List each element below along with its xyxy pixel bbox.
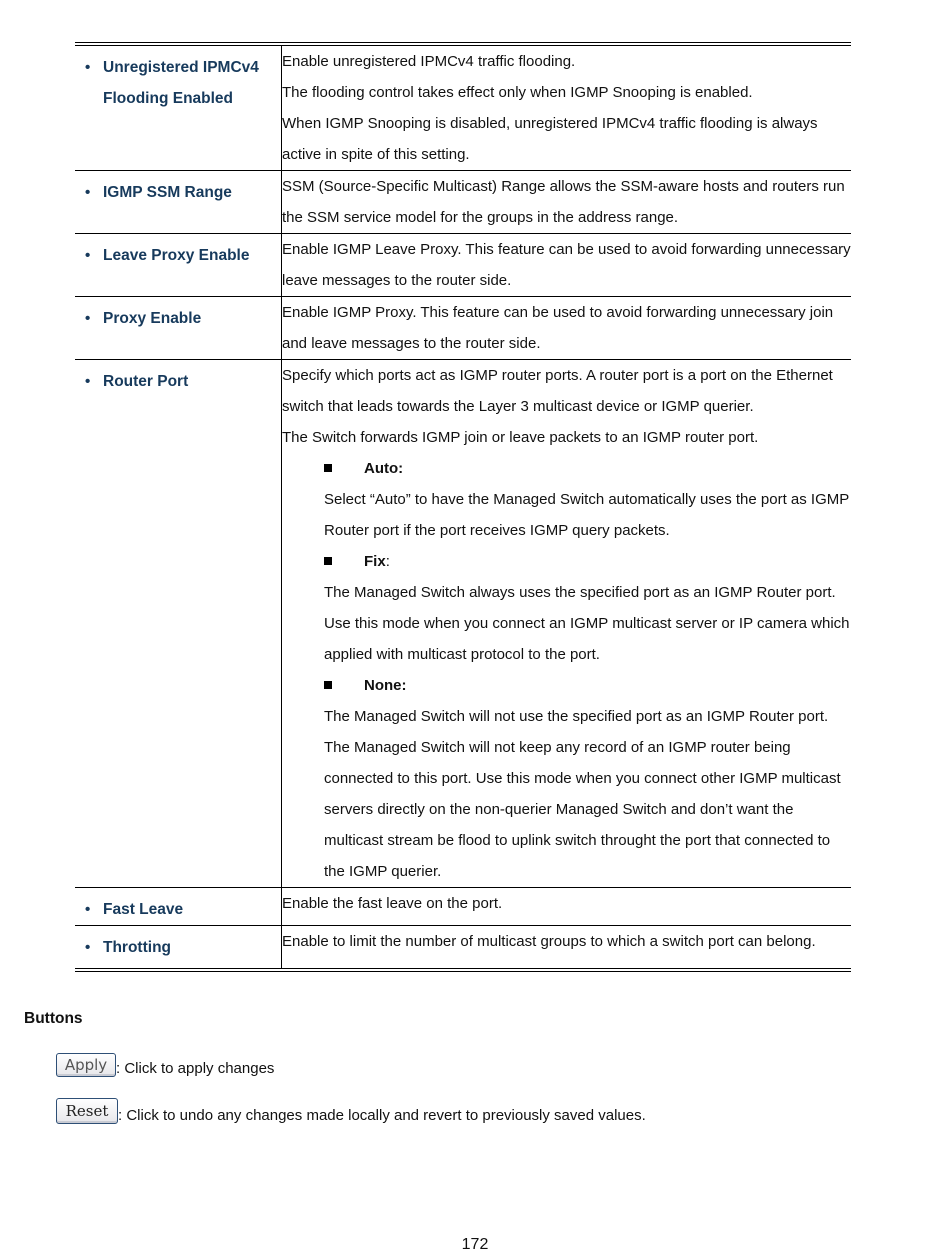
description-text: When IGMP Snooping is disabled, unregistered IPMCv4 traffic flooding is always active in spite of this setting. xyxy=(282,115,818,163)
description-text: Enable the fast leave on the port. xyxy=(282,895,503,912)
buttons-section-title: Buttons xyxy=(24,1010,83,1027)
table-row xyxy=(75,171,851,234)
term-label: Unregistered IPMCv4 xyxy=(103,59,259,76)
term-label: Flooding Enabled xyxy=(103,90,234,107)
option-fix: Fix: The Managed Switch always uses the specified port as an IGMP Router port. Use this mode when you connect an IGMP multicast server or IP camera which applied with multicast protocol to the port. xyxy=(324,546,851,670)
bullet-icon: • xyxy=(85,247,91,264)
option-auto xyxy=(324,453,851,546)
table-row xyxy=(75,44,851,171)
page-number: 172 xyxy=(461,1236,489,1253)
bullet-icon: • xyxy=(85,901,91,918)
description-text: Enable unregistered IPMCv4 traffic flooding. xyxy=(282,53,576,70)
table-row xyxy=(75,888,851,926)
reset-button-line xyxy=(56,1098,646,1124)
bullet-icon: • xyxy=(85,310,91,327)
table-row xyxy=(75,297,851,360)
description-text: Specify which ports act as IGMP router ports. A router port is a port on the Ethernet switch that leads towards the Layer 3 multicast device or IGMP querier. xyxy=(282,367,833,415)
reset-button[interactable]: Reset xyxy=(56,1098,118,1124)
apply-button-line xyxy=(56,1053,274,1077)
square-bullet-icon xyxy=(324,681,332,689)
term-label: Throtting xyxy=(103,939,172,956)
square-bullet-icon xyxy=(324,557,332,565)
term-label: Leave Proxy Enable xyxy=(103,247,250,264)
description-text: SSM (Source-Specific Multicast) Range allows the SSM-aware hosts and routers run the SSM service model for the groups in the address range. xyxy=(282,178,845,226)
term-label: Router Port xyxy=(103,373,189,390)
bullet-icon: • xyxy=(85,939,91,956)
option-name: Fix xyxy=(364,553,386,570)
term-label: Proxy Enable xyxy=(103,310,202,327)
description-text: Enable IGMP Proxy. This feature can be used to avoid forwarding unnecessary join and leave messages to the router side. xyxy=(282,304,834,352)
table-row xyxy=(75,360,851,888)
parameter-table xyxy=(75,42,851,972)
bullet-icon: • xyxy=(85,184,91,201)
option-none xyxy=(324,670,851,887)
option-name: Auto: xyxy=(364,460,404,477)
description-text: Enable IGMP Leave Proxy. This feature can be used to avoid forwarding unnecessary leave messages to the router side. xyxy=(282,241,851,289)
table-row xyxy=(75,926,851,971)
description-text: The flooding control takes effect only when IGMP Snooping is enabled. xyxy=(282,84,753,101)
description-text: The Switch forwards IGMP join or leave packets to an IGMP router port. xyxy=(282,429,759,446)
bullet-icon: • xyxy=(85,373,91,390)
bullet-icon: • xyxy=(85,59,91,76)
apply-button[interactable]: Apply xyxy=(56,1053,116,1077)
square-bullet-icon xyxy=(324,464,332,472)
apply-button-description: : Click to apply changes xyxy=(116,1060,275,1077)
option-name: None: xyxy=(364,677,407,694)
option-description: The Managed Switch will not use the specified port as an IGMP Router port. The Managed Switch will not keep any record of an IGMP router being connected to this port. Use this mode when you connect other IGMP multicast servers directly on the non-querier Managed Switch and don’t want the multicast stream be flood to uplink switch throught the port that connected to the IGMP querier. xyxy=(324,708,841,880)
option-description: Select “Auto” to have the Managed Switch automatically uses the port as IGMP Router port if the port receives IGMP query packets. xyxy=(324,491,849,539)
term-label: Fast Leave xyxy=(103,901,184,918)
option-description: The Managed Switch always uses the specified port as an IGMP Router port. Use this mode when you connect an IGMP multicast server or IP camera which applied with multicast protocol to the port. xyxy=(324,584,850,663)
table-row xyxy=(75,234,851,297)
reset-button-description: : Click to undo any changes made locally and revert to previously saved values. xyxy=(118,1107,646,1124)
description-text: Enable to limit the number of multicast groups to which a switch port can belong. xyxy=(282,933,816,950)
term-label: IGMP SSM Range xyxy=(103,184,232,201)
